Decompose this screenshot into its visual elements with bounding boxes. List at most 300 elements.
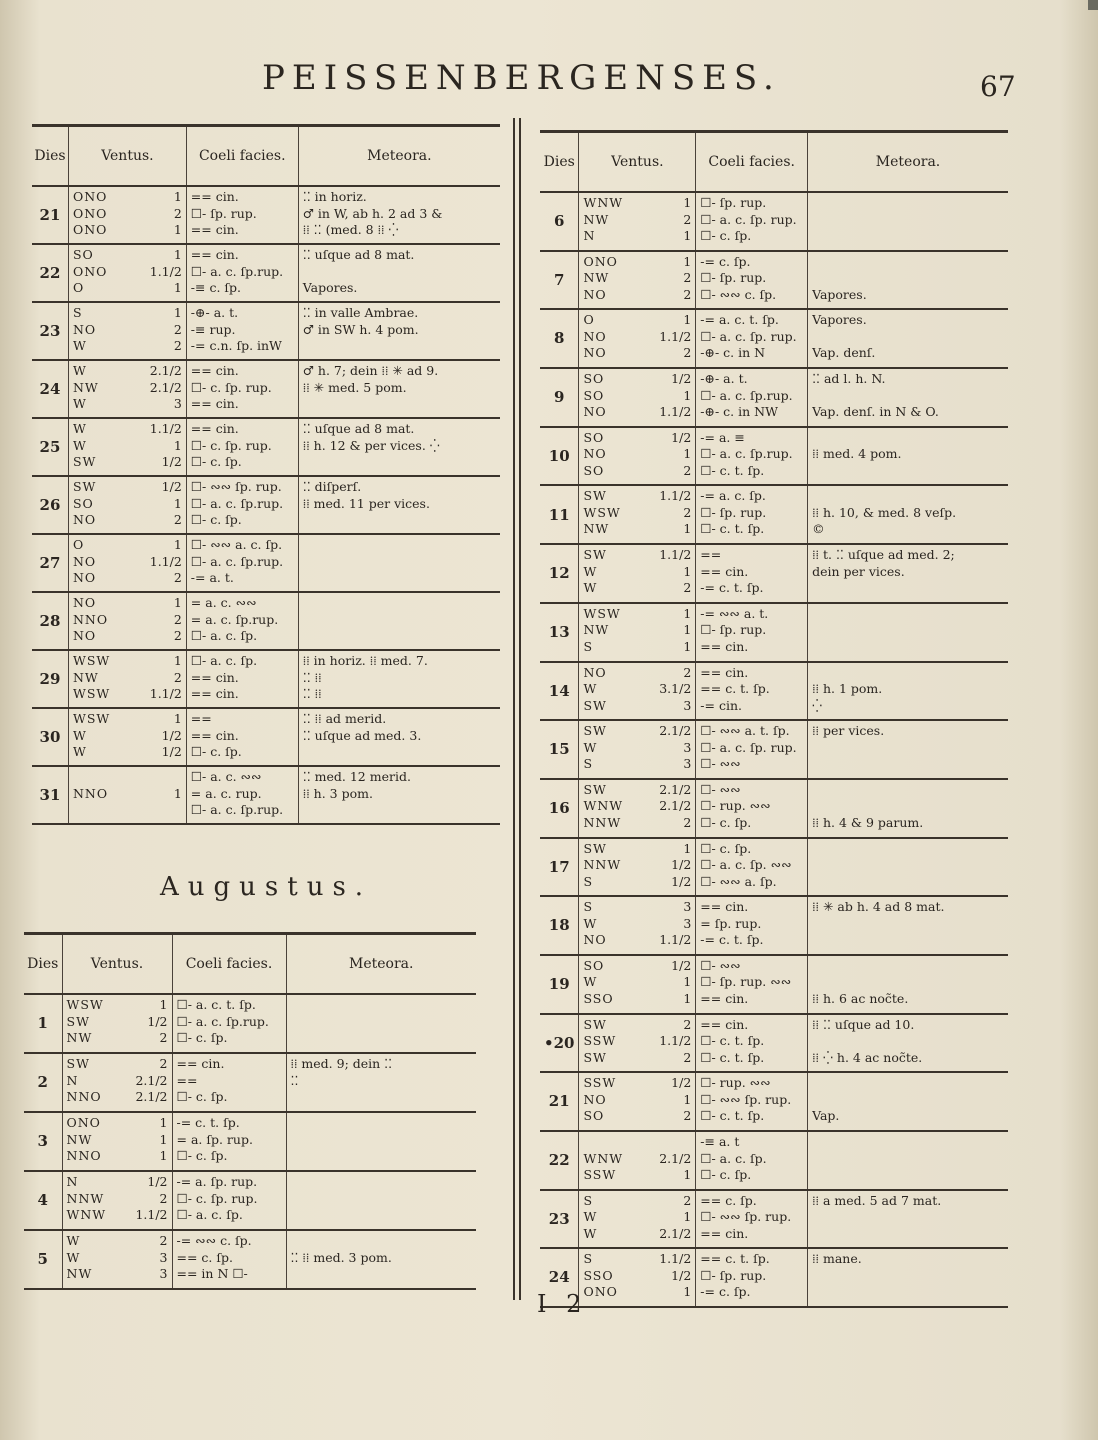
meteora-line: ⁚⁚ uſque ad 8 mat.	[302, 421, 415, 436]
wind-cell	[579, 1131, 696, 1190]
wind-line	[67, 1191, 168, 1208]
wind-cell	[62, 1053, 172, 1112]
wind-direction: SW	[583, 488, 607, 504]
wind-force: 2.1/2	[149, 363, 182, 378]
day-number: 21	[32, 186, 68, 244]
sky-line: -= c. t. ſp.	[176, 1115, 240, 1130]
wind-cell	[62, 1112, 172, 1171]
sky-line: == cin.	[700, 638, 749, 654]
table-row	[540, 544, 1008, 603]
wind-line	[583, 756, 691, 773]
wind-direction: W	[583, 563, 598, 579]
wind-force: 1	[683, 840, 692, 856]
wind-direction: NO	[72, 595, 97, 610]
wind-line	[583, 916, 691, 933]
wind-force: 1/2	[161, 454, 182, 469]
wind-line	[73, 628, 182, 645]
wind-direction: W	[72, 727, 87, 743]
wind-direction: W	[66, 1249, 81, 1265]
wind-line	[67, 997, 168, 1014]
wind-force: 1	[173, 305, 182, 320]
wind-direction: SSW	[583, 1167, 617, 1182]
column-header-coeli: Coeli facies.	[172, 935, 286, 994]
sky-line: -⊕- c. in N	[700, 345, 766, 361]
sky-line: == c. ſp.	[700, 1192, 757, 1208]
wind-direction: WSW	[72, 686, 111, 701]
meteora-line	[303, 554, 496, 571]
sky-cell	[696, 603, 808, 662]
day-number: 7	[540, 251, 579, 310]
sky-cell	[696, 1131, 808, 1190]
wind-direction: O	[72, 280, 85, 295]
wind-cell	[579, 603, 696, 662]
wind-cell	[579, 485, 696, 544]
sky-line: ☐- a. c. ſp.	[190, 653, 258, 668]
wind-line	[67, 1250, 168, 1267]
meteora-line	[812, 756, 1004, 773]
day-number: 11	[540, 485, 579, 544]
sky-line: == cin.	[190, 396, 239, 411]
wind-force: 2	[173, 611, 182, 627]
wind-force: 2	[683, 664, 692, 680]
wind-direction: ONO	[72, 189, 108, 204]
wind-force: 3	[683, 756, 692, 772]
meteora-line	[812, 740, 1004, 757]
day-number: 19	[540, 955, 579, 1014]
table-row	[24, 1171, 476, 1230]
sky-line: ☐- a. c. ſp.rup.	[190, 263, 284, 279]
meteora-line: ⁞⁞ t. ⁚⁚ uſque ad med. 2;	[812, 547, 955, 563]
wind-line	[73, 189, 182, 206]
sky-line: ☐- c. ſp.	[190, 512, 242, 527]
wind-direction: NW	[66, 1131, 93, 1147]
day-number: 22	[32, 244, 68, 302]
meteora-line: ⁞⁞ h. 3 pom.	[302, 785, 373, 801]
wind-line	[73, 421, 182, 438]
wind-direction: SO	[583, 462, 605, 478]
signature-mark: I 2	[537, 1290, 588, 1318]
meteora-line: ⁚⁚ diſperſ.	[302, 479, 362, 494]
wind-force: 1	[173, 653, 182, 668]
wind-line	[583, 388, 691, 405]
wind-direction: NW	[72, 669, 99, 685]
meteora-line	[812, 1092, 1004, 1109]
wind-force: 1	[173, 537, 182, 552]
sky-line: ☐- c. ſp.	[190, 454, 242, 469]
wind-line	[583, 371, 691, 388]
meteora-line	[812, 798, 1004, 815]
wind-direction: ONO	[72, 205, 108, 221]
wind-line	[73, 653, 182, 670]
wind-direction: SW	[583, 697, 607, 713]
wind-line	[73, 744, 182, 761]
wind-force: 1	[683, 387, 692, 403]
meteora-line	[812, 254, 1004, 271]
wind-direction: WSW	[66, 997, 104, 1012]
sky-cell	[696, 1014, 808, 1073]
wind-direction: W	[583, 739, 598, 755]
wind-cell	[579, 1014, 696, 1073]
wind-force: 1	[683, 622, 692, 638]
wind-force: 2.1/2	[659, 781, 692, 797]
meteora-line	[303, 537, 496, 554]
sky-cell	[172, 1112, 286, 1171]
sky-cell	[696, 427, 808, 486]
sky-line: ☐- ſp. rup.	[700, 270, 767, 286]
wind-force: 1	[173, 595, 182, 610]
wind-line	[583, 564, 691, 581]
meteora-cell	[808, 1014, 1008, 1073]
sky-line: -= cin.	[700, 697, 742, 713]
wind-force: 1	[173, 437, 182, 453]
meteora-line	[812, 974, 1004, 991]
wind-cell	[62, 1171, 172, 1230]
meteora-line: ♂ in W, ab h. 2 ad 3 &	[302, 205, 443, 221]
wind-direction: NNO	[66, 1089, 102, 1104]
wind-direction: S	[583, 638, 594, 654]
wind-force: 1.1/2	[149, 553, 182, 569]
meteora-line: ⁚⁚	[290, 1072, 299, 1088]
wind-line	[73, 479, 182, 496]
day-number: 4	[24, 1171, 62, 1230]
wind-direction: NO	[583, 328, 607, 344]
wind-force: 1/2	[147, 1013, 168, 1029]
meteora-line: ⁞⁞ h. 1 pom.	[812, 681, 883, 696]
wind-direction: W	[583, 915, 598, 931]
sky-cell	[696, 192, 808, 251]
wind-direction: NNO	[66, 1148, 102, 1163]
meteora-line: ⁞⁞ ⁛ h. 4 ac noc̃te.	[812, 1049, 923, 1065]
wind-direction: O	[583, 312, 595, 328]
day-number: 9	[540, 368, 579, 427]
sky-line: == cin.	[190, 421, 239, 436]
day-number: 17	[540, 838, 579, 897]
sky-line: -≡ c. ſp.	[190, 280, 242, 295]
table-august-continued	[540, 130, 1008, 1308]
wind-force: 1	[173, 222, 182, 237]
sky-line: == cin.	[190, 669, 239, 685]
sky-line: ☐- c. ſp.	[190, 744, 242, 759]
wind-force: 1	[683, 1091, 692, 1107]
meteora-line	[291, 1266, 473, 1283]
wind-line	[67, 1030, 168, 1047]
wind-force: 1	[683, 195, 692, 210]
meteora-line: ⁚⁚ ⁞⁞ med. 3 pom.	[290, 1249, 392, 1265]
wind-direction: SO	[583, 387, 605, 403]
wind-direction: SO	[583, 957, 605, 973]
day-number: 13	[540, 603, 579, 662]
sky-line: ☐- ſp. rup. ∾∾	[700, 974, 792, 990]
wind-line	[583, 698, 691, 715]
meteora-cell	[808, 485, 1008, 544]
wind-force: 1	[173, 711, 182, 726]
sky-line: == cin.	[700, 664, 749, 680]
meteora-cell	[298, 186, 500, 244]
wind-cell	[68, 592, 186, 650]
sky-line: = a. ſp. rup.	[176, 1131, 253, 1147]
wind-force: 2	[173, 628, 182, 643]
wind-line	[583, 958, 691, 975]
column-header-meteora: Meteora.	[298, 127, 500, 186]
wind-line	[73, 786, 182, 803]
meteora-line: ⁞⁞ ✳ ab h. 4 ad 8 mat.	[812, 899, 945, 915]
weather-table	[540, 133, 1008, 1308]
wind-line	[73, 537, 182, 554]
table-row	[540, 192, 1008, 251]
meteora-line: ⁚⁚ ⁞⁞ ad merid.	[302, 711, 387, 726]
sky-line: ☐- c. ſp. rup.	[190, 379, 272, 395]
wind-direction: S	[583, 899, 594, 915]
meteora-line	[812, 1151, 1004, 1168]
meteora-cell	[808, 1248, 1008, 1307]
wind-force: 1	[173, 280, 182, 295]
sky-line: -= a. ≡	[700, 429, 745, 445]
wind-force: 1/2	[671, 957, 692, 973]
wind-force: 1	[159, 997, 168, 1012]
sky-cell	[186, 186, 298, 244]
wind-direction: NO	[583, 932, 607, 948]
sky-line: ☐- c. ſp.	[700, 814, 752, 830]
wind-line	[73, 686, 182, 703]
meteora-line	[303, 612, 496, 629]
table-row	[32, 534, 500, 592]
sky-line: == c. t. ſp.	[700, 681, 770, 696]
wind-direction: SW	[66, 1056, 90, 1071]
table-row	[32, 766, 500, 824]
table-row	[540, 896, 1008, 955]
wind-force: 1	[683, 446, 692, 462]
wind-cell	[68, 302, 186, 360]
meteora-cell	[808, 1131, 1008, 1190]
wind-line	[73, 247, 182, 264]
sky-cell	[696, 955, 808, 1014]
day-number: 15	[540, 720, 579, 779]
table-row	[24, 1112, 476, 1171]
wind-force: 1.1/2	[659, 488, 692, 504]
wind-line	[73, 322, 182, 339]
wind-line	[67, 1132, 168, 1149]
sky-cell	[172, 994, 286, 1053]
meteora-cell	[808, 427, 1008, 486]
sky-line: ☐- ſp. rup.	[700, 622, 767, 638]
sky-line: -⊕- a. t.	[190, 305, 239, 320]
sky-line: = a. c. ſp.rup.	[190, 611, 279, 627]
wind-line	[583, 1151, 691, 1168]
sky-line: == cin.	[700, 1016, 749, 1032]
table-row	[540, 1248, 1008, 1307]
wind-force: 1	[683, 638, 692, 654]
sky-line: ☐- rup. ∾∾	[700, 798, 771, 814]
wind-line	[583, 1050, 691, 1067]
wind-cell	[579, 955, 696, 1014]
sky-line: = ſp. rup.	[700, 915, 762, 931]
meteora-line: ©	[812, 521, 825, 537]
wind-line	[583, 446, 691, 463]
sky-cell	[186, 302, 298, 360]
wind-line	[583, 329, 691, 346]
sky-cell	[172, 1230, 286, 1289]
sky-line: -≡ a. t	[700, 1134, 740, 1149]
meteora-line: Vap. denſ. in N & O.	[812, 404, 939, 420]
wind-force: 3	[173, 396, 182, 411]
wind-direction: SSO	[583, 990, 614, 1006]
meteora-cell	[808, 544, 1008, 603]
wind-direction: NW	[583, 622, 610, 638]
column-header-coeli: Coeli facies.	[186, 127, 298, 186]
meteora-line: ⁞⁞ h. 12 & per vices. ⁛	[302, 437, 440, 453]
meteora-line: ⁚⁚ in valle Ambrae.	[302, 305, 419, 320]
meteora-line: ⁞⁞ h. 10, & med. 8 veſp.	[812, 504, 957, 520]
wind-line	[583, 1108, 691, 1125]
sky-cell	[186, 534, 298, 592]
wind-force: 2.1/2	[659, 1225, 692, 1241]
wind-line	[583, 841, 691, 858]
wind-line	[73, 570, 182, 587]
wind-force: 1/2	[161, 744, 182, 759]
table-row	[32, 244, 500, 302]
wind-cell	[68, 534, 186, 592]
meteora-line: Vapores.	[812, 286, 867, 302]
wind-line	[67, 1233, 168, 1250]
table-row	[540, 779, 1008, 838]
wind-line	[583, 798, 691, 815]
meteora-line	[291, 1030, 473, 1047]
meteora-cell	[808, 779, 1008, 838]
sky-line: == cin.	[190, 189, 239, 204]
wind-direction: NNW	[583, 857, 622, 873]
wind-force: 2	[683, 814, 692, 830]
sky-line: == cin.	[190, 686, 239, 701]
table-row	[540, 251, 1008, 310]
wind-force: 2	[173, 321, 182, 337]
wind-force: 2	[173, 669, 182, 685]
wind-line	[73, 380, 182, 397]
meteora-line	[812, 782, 1004, 799]
wind-line	[583, 312, 691, 329]
wind-line	[583, 1075, 691, 1092]
wind-force: 1	[683, 253, 692, 269]
sky-line: ☐- ∾∾	[700, 957, 741, 973]
table-row	[540, 1131, 1008, 1190]
sky-line: == cin.	[700, 1225, 749, 1241]
sky-line: ☐- ∾∾ c. ſp.	[700, 286, 777, 302]
meteora-line	[812, 488, 1004, 505]
sky-cell	[696, 485, 808, 544]
sky-cell	[186, 244, 298, 302]
wind-cell	[68, 418, 186, 476]
wind-line	[583, 488, 691, 505]
wind-line	[583, 1033, 691, 1050]
wind-force: 2	[683, 286, 692, 302]
meteora-line	[812, 1268, 1004, 1285]
wind-line	[583, 639, 691, 656]
wind-force: 1.1/2	[149, 421, 182, 436]
meteora-line: ⁞⁞ ✳ med. 5 pom.	[302, 379, 407, 395]
day-number: 12	[540, 544, 579, 603]
sky-line: ☐- c. t. ſp.	[700, 462, 765, 478]
wind-line	[583, 1017, 691, 1034]
wind-direction: SO	[583, 429, 605, 445]
wind-line	[583, 345, 691, 362]
sky-cell	[696, 838, 808, 897]
wind-direction: ONO	[583, 253, 618, 269]
wind-force: 1	[683, 990, 692, 1006]
wind-direction: WNW	[66, 1207, 107, 1222]
meteora-line	[291, 1191, 473, 1208]
meteora-line	[812, 606, 1004, 623]
meteora-cell	[286, 1112, 476, 1171]
day-number: 3	[24, 1112, 62, 1171]
wind-line	[73, 554, 182, 571]
meteora-line	[812, 430, 1004, 447]
sky-line: ☐- ∾∾ ſp. rup.	[700, 1091, 792, 1107]
wind-cell	[579, 896, 696, 955]
wind-line	[73, 396, 182, 413]
wind-force: 1/2	[671, 429, 692, 445]
wind-force: 2	[683, 1108, 692, 1124]
meteora-line	[291, 1233, 473, 1250]
meteora-line: ⁞⁞ h. 4 & 9 parum.	[812, 814, 924, 830]
wind-direction: ONO	[583, 1284, 618, 1300]
wind-force: 2	[683, 504, 692, 520]
wind-force: 1	[173, 189, 182, 204]
sky-line: ==	[176, 1072, 198, 1088]
sky-cell	[172, 1053, 286, 1112]
sky-line: ☐- ∾∾ a. t. ſp.	[700, 723, 790, 739]
wind-line	[67, 1014, 168, 1031]
wind-line	[583, 1209, 691, 1226]
column-header-meteora: Meteora.	[286, 935, 476, 994]
table-row	[24, 1053, 476, 1112]
sky-line: ☐- ſp. rup.	[700, 504, 767, 520]
sky-line: == cin.	[700, 899, 749, 915]
table-row	[24, 1230, 476, 1289]
meteora-line: ⁞⁞ a med. 5 ad 7 mat.	[812, 1192, 942, 1208]
wind-force: 2	[683, 1049, 692, 1065]
sky-cell	[186, 766, 298, 824]
table-row	[540, 485, 1008, 544]
wind-direction: SSO	[583, 1267, 614, 1283]
meteora-cell	[286, 994, 476, 1053]
meteora-cell	[298, 418, 500, 476]
sky-cell	[172, 1171, 286, 1230]
wind-direction: N	[66, 1072, 79, 1088]
meteora-cell	[286, 1230, 476, 1289]
sky-line: == cin.	[190, 247, 239, 262]
meteora-line	[812, 874, 1004, 891]
wind-force: 1/2	[161, 479, 182, 494]
wind-line	[583, 1193, 691, 1210]
wind-direction: O	[72, 537, 85, 552]
wind-direction: NW	[583, 521, 610, 537]
column-header-dies: Dies	[24, 935, 62, 994]
wind-force: 1.1/2	[149, 263, 182, 279]
sky-line: -= c. ſp.	[700, 253, 751, 269]
wind-direction: ONO	[72, 263, 108, 279]
wind-line	[583, 1284, 691, 1301]
meteora-cell	[808, 720, 1008, 779]
wind-line	[583, 580, 691, 597]
day-number: 29	[32, 650, 68, 708]
meteora-line: ♂ in SW h. 4 pom.	[302, 321, 419, 337]
wind-force: 3	[159, 1249, 168, 1265]
wind-direction: NO	[72, 512, 97, 527]
wind-direction: SW	[72, 479, 97, 494]
wind-line	[67, 1089, 168, 1106]
wind-line	[583, 254, 691, 271]
sky-line: ☐- c. ſp.	[700, 840, 752, 856]
table-august-start	[24, 932, 476, 1290]
